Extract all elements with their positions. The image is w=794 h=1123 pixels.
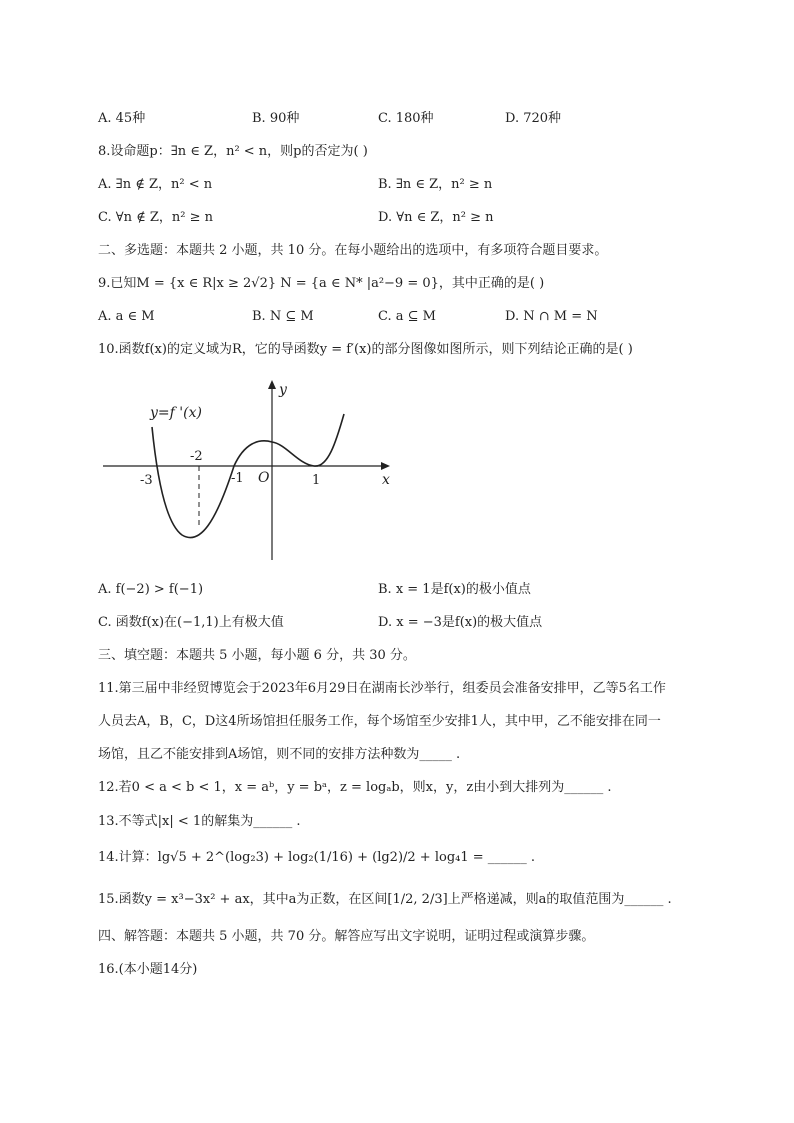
section-4-heading: 四、解答题：本题共 5 小题，共 70 分。解答应写出文字说明，证明过程或演算步骤。	[98, 929, 595, 944]
section-3-heading: 三、填空题：本题共 5 小题，每小题 6 分，共 30 分。	[98, 648, 416, 663]
q10-option-b: B. x = 1是f(x)的极小值点	[378, 582, 531, 597]
q8-option-a: A. ∃n ∉ Z，n² < n	[98, 177, 213, 192]
q11-line-3: 场馆，且乙不能安排到A场馆，则不同的安排方法种数为_____ .	[98, 747, 461, 762]
q9-option-b: B. N ⊆ M	[252, 309, 314, 324]
q7-option-b: B. 90种	[252, 111, 300, 126]
q10-option-a: A. f(−2) > f(−1)	[98, 582, 204, 597]
tick-label-minus-2: -2	[190, 449, 203, 464]
q11-line-2: 人员去A，B，C，D这4所场馆担任服务工作，每个场馆至少安排1人，其中甲，乙不能安排在同一	[98, 714, 661, 729]
q7-option-a: A. 45种	[98, 111, 146, 126]
tick-label-minus-3: -3	[140, 473, 153, 488]
q10-option-d: D. x = −3是f(x)的极大值点	[378, 615, 543, 630]
q7-option-d: D. 720种	[505, 111, 562, 126]
q10-stem: 10.函数f(x)的定义域为R，它的导函数y = f′(x)的部分图像如图所示，则下列结论正确的是( )	[98, 342, 633, 357]
y-axis-arrow	[268, 380, 276, 389]
x-axis-label: x	[382, 472, 390, 488]
tick-label-minus-1: -1	[231, 471, 244, 486]
tick-label-1: 1	[312, 473, 321, 488]
q11-line-1: 11.第三届中非经贸博览会于2023年6月29日在湖南长沙举行，组委员会准备安排甲，乙等5名工作	[98, 681, 666, 696]
y-axis-label: y	[279, 382, 287, 398]
q14: 14.计算：lg√5 + 2^(log₂3) + log₂(1/16) + (lg2)/2 + log₄1 = ______ .	[98, 850, 536, 865]
q8-option-b: B. ∃n ∈ Z，n² ≥ n	[378, 177, 493, 192]
derivative-graph	[98, 372, 408, 567]
q9-stem: 9.已知M = {x ∈ R|x ≥ 2√2} N = {a ∈ N* |a²−9 = 0}，其中正确的是( )	[98, 276, 545, 291]
q10-option-c: C. 函数f(x)在(−1,1)上有极大值	[98, 615, 284, 630]
q9-option-a: A. a ∈ M	[98, 309, 155, 324]
q12: 12.若0 < a < b < 1，x = aᵇ，y = bᵃ，z = logₐb，则x，y，z由小到大排列为______ .	[98, 780, 612, 795]
q15: 15.函数y = x³−3x² + ax，其中a为正数，在区间[1/2, 2/3]上严格递减，则a的取值范围为______ .	[98, 892, 672, 907]
q8-option-c: C. ∀n ∉ Z，n² ≥ n	[98, 210, 214, 225]
x-axis-arrow	[381, 462, 390, 470]
q9-option-d: D. N ∩ M = N	[505, 309, 598, 324]
q13: 13.不等式|x| < 1的解集为______ .	[98, 814, 301, 829]
q8-stem: 8.设命题p：∃n ∈ Z，n² < n，则p的否定为( )	[98, 144, 368, 159]
q7-option-c: C. 180种	[378, 111, 434, 126]
q8-option-d: D. ∀n ∈ Z，n² ≥ n	[378, 210, 494, 225]
q16-heading: 16.(本小题14分)	[98, 962, 198, 977]
section-2-heading: 二、多选题：本题共 2 小题，共 10 分。在每小题给出的选项中，有多项符合题目要求。	[98, 243, 608, 258]
curve-label: y=f '(x)	[150, 405, 202, 421]
origin-label: O	[258, 470, 270, 486]
q9-option-c: C. a ⊆ M	[378, 309, 436, 324]
